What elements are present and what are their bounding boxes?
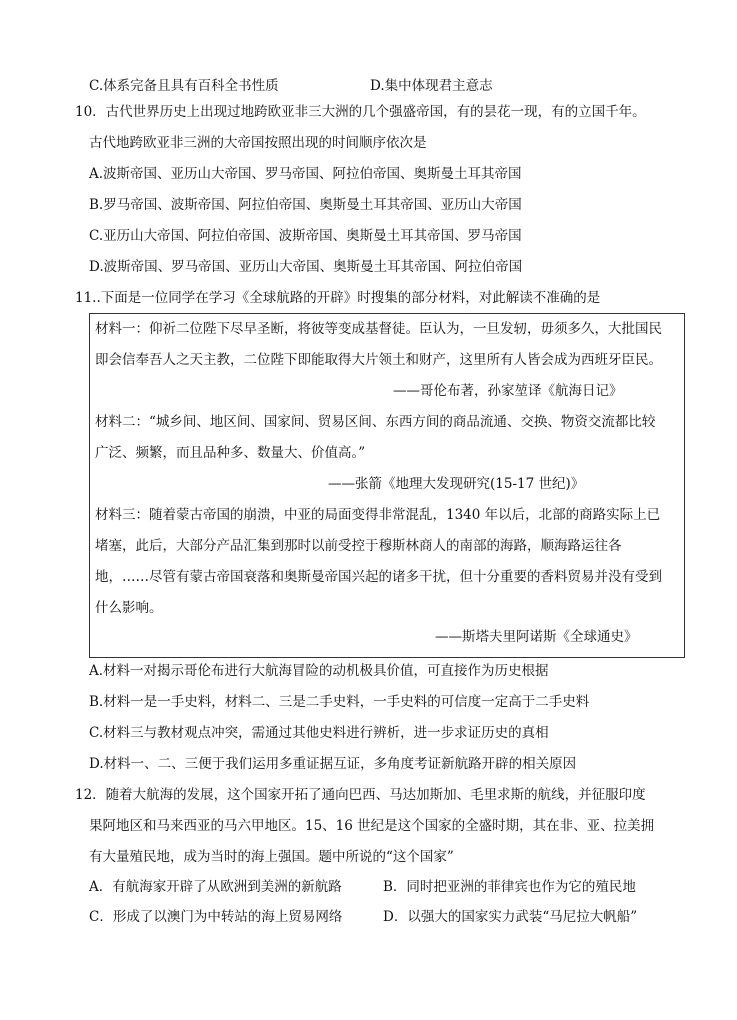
q10-option-b: B.罗马帝国、波斯帝国、阿拉伯帝国、奥斯曼土耳其帝国、亚历山大帝国	[89, 197, 522, 213]
material2-line2: 广泛、频繁，而且品种多、数量大、价值高。”	[95, 445, 366, 461]
q10-stem-line1: 10．古代世界历史上出现过地跨欧亚非三大洲的几个强盛帝国，有的昙花一现，有的立国千年。	[75, 104, 646, 120]
q9-option-d: D.集中体现君主意志	[370, 78, 493, 94]
q11-option-a: A.材料一对揭示哥伦布进行大航海冒险的动机极具价值，可直接作为历史根据	[89, 663, 549, 679]
material1-source: ——哥伦布著，孙家堃译《航海日记》	[393, 383, 623, 399]
material2-source: ——张箭《地理大发现研究(15-17 世纪)》	[328, 476, 585, 492]
material1-line2: 即会信奉吾人之天主教，二位陛下即能取得大片领土和财产，这里所有人皆会成为西班牙臣民。	[95, 352, 662, 368]
material3-line2: 堵塞，此后，大部分产品汇集到那时以前受控于穆斯林商人的南部的海路，顺海路运往各	[95, 538, 622, 554]
q10-option-d: D.波斯帝国、罗马帝国、亚历山大帝国、奥斯曼土耳其帝国、阿拉伯帝国	[89, 259, 523, 275]
material1-line1: 材料一：仰祈二位陛下尽早圣断，将彼等变成基督徒。臣认为，一旦发轫，毋须多久，大批国民	[95, 321, 662, 337]
q10-stem-line2: 古代地跨欧亚非三洲的大帝国按照出现的时间顺序依次是	[89, 135, 427, 151]
q11-option-c: C.材料三与教材观点冲突，需通过其他史料进行辨析，进一步求证历史的真相	[89, 725, 549, 741]
material2-line1: 材料二：“城乡间、地区间、国家间、贸易区间、东西方间的商品流通、交换、物资交流都比较	[95, 414, 656, 430]
material3-source: ——斯塔夫里阿诺斯《全球通史》	[435, 629, 638, 645]
q11-stem: 11..下面是一位同学在学习《全球航路的开辟》时搜集的部分材料，对此解读不准确的是	[75, 290, 601, 306]
q12-option-c: C．形成了以澳门为中转站的海上贸易网络	[89, 909, 343, 925]
q11-option-d: D.材料一、二、三便于我们运用多重证据互证，多角度考证新航路开辟的相关原因	[89, 756, 577, 772]
q11-option-b: B.材料一是一手史料，材料二、三是二手史料，一手史料的可信度一定高于二手史料	[89, 694, 590, 710]
q12-stem-line2: 果阿地区和马来西亚的马六甲地区。15、16 世纪是这个国家的全盛时期，其在非、亚、拉美拥	[89, 818, 655, 834]
material3-line4: 什么影响。	[95, 600, 163, 616]
q12-option-a: A．有航海家开辟了从欧洲到美洲的新航路	[89, 879, 342, 895]
q12-option-d: D．以强大的国家实力武装“马尼拉大帆船”	[383, 909, 638, 925]
q10-option-a: A.波斯帝国、亚历山大帝国、罗马帝国、阿拉伯帝国、奥斯曼土耳其帝国	[89, 166, 522, 182]
q12-stem-line3: 有大量殖民地，成为当时的海上强国。题中所说的“这个国家”	[89, 849, 454, 865]
material3-line1: 材料三：随着蒙古帝国的崩溃，中亚的局面变得非常混乱，1340 年以后，北部的商路实际上已	[95, 507, 661, 523]
material3-line3: 地，……尽管有蒙古帝国衰落和奥斯曼帝国兴起的诸多干扰，但十分重要的香料贸易并没有受到	[95, 569, 662, 585]
q10-option-c: C.亚历山大帝国、阿拉伯帝国、波斯帝国、奥斯曼土耳其帝国、罗马帝国	[89, 228, 522, 244]
q12-option-b: B．同时把亚洲的菲律宾也作为它的殖民地	[383, 879, 636, 895]
q9-option-c: C.体系完备且具有百科全书性质	[89, 78, 279, 94]
q12-stem-line1: 12．随着大航海的发展，这个国家开拓了通向巴西、马达加斯加、毛里求斯的航线，并征服印度	[75, 787, 646, 803]
